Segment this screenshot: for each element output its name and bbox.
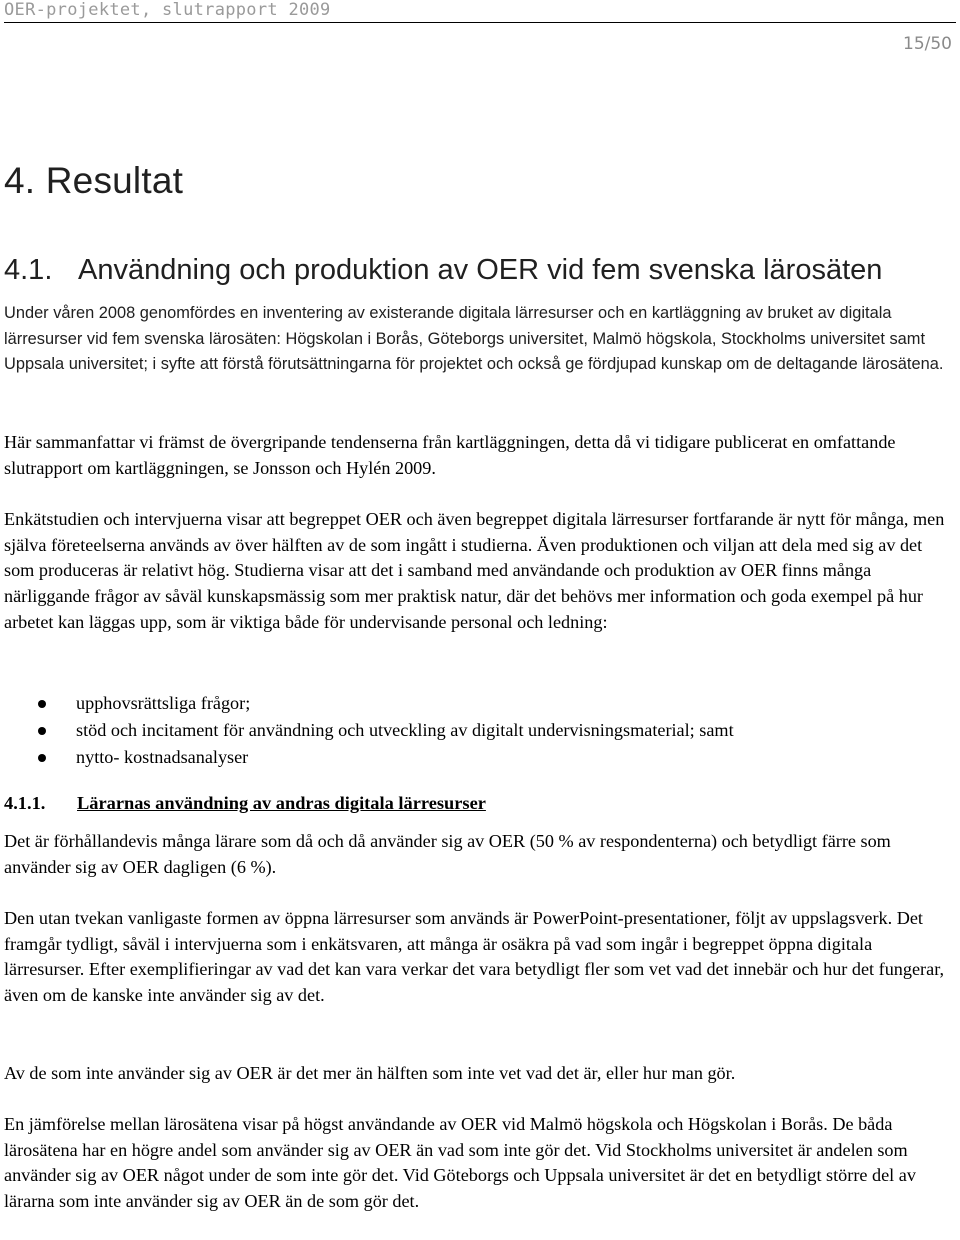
header-divider bbox=[4, 22, 956, 23]
subsubsection-heading bbox=[4, 793, 486, 814]
running-header-title: OER-projektet, slutrapport 2009 bbox=[4, 0, 331, 20]
section-title: Resultat bbox=[45, 160, 184, 201]
bullet-icon bbox=[38, 727, 46, 735]
resource-forms-paragraph: Den utan tvekan vanligaste formen av öppna lärresurser som används är PowerPoint-presentationer, följt av uppslagsverk. Det framgår tydligt, såväl i intervjuerna som i enkätsvaren, att många är osäkra på vad som ingår i begreppet öppna digitala lärresurser. Efter exemplifieringar av vad det kan vara verkar det vara betydligt fler som vet vad det innebär och hur det fungerar, även om de kanske inte använder sig av det. bbox=[4, 908, 945, 1006]
list-item-text: stöd och incitament för användning och utveckling av digitalt undervisningsmaterial; samt bbox=[76, 720, 734, 740]
findings-paragraph: Enkätstudien och intervjuerna visar att begreppet OER och även begreppet digitala lärresurser fortfarande är nytt för många, men själva företeelserna används av över hälften av de som ingått i studierna. Även produktionen och viljan att dela med sig av det som produceras är relativt hög. Studierna visar att det i samband med användande och produktion av OER finns många närliggande frågor av såväl kunskapsmässig som mer praktisk natur, där det behövs mer information och goda exempel på hur arbetet kan läggas upp, som är viktiga både för undervisande personal och ledning: bbox=[4, 509, 945, 632]
section-number: 4. bbox=[4, 160, 36, 201]
intro-paragraph: Under våren 2008 genomfördes en inventering av existerande digitala lärresurser och en kartläggning av bruket av digitala lärresurser vid fem svenska lärosäten: Högskolan i Borås, Göteborgs universitet, Malmö högskola, Stockholms universitet samt Uppsala universitet; i syfte att förstå förutsättningarna för projektet och också ge fördjupad kunskap om de deltagande lärosätena. bbox=[4, 304, 944, 373]
subsubsection-title: Lärarnas användning av andras digitala lärresurser bbox=[77, 793, 486, 813]
institution-comparison-paragraph: En jämförelse mellan lärosätena visar på högst användande av OER vid Malmö högskola och Högskolan i Borås. De båda lärosätena har en högre andel som använder sig av OER än vad som inte gör det. Vid Stockholms universitet är andelen som använder sig av OER något under de som inte gör det. Vid Göteborgs och Uppsala universitet är det en betydligt större del av lärarna som inte använder sig av OER än de som gör det. bbox=[4, 1114, 916, 1212]
page-number: 15/50 bbox=[903, 34, 952, 54]
bullet-icon bbox=[38, 754, 46, 762]
list-item-text: upphovsrättsliga frågor; bbox=[76, 693, 251, 713]
subsection-heading bbox=[4, 254, 882, 287]
subsection-title: Användning och produktion av OER vid fem svenska lärosäten bbox=[78, 254, 883, 286]
bullet-icon bbox=[38, 700, 46, 708]
subsection-number: 4.1. bbox=[4, 254, 53, 286]
non-users-paragraph: Av de som inte använder sig av OER är det mer än hälften som inte vet vad det är, eller hur man gör. bbox=[4, 1063, 736, 1083]
list-item-text: nytto- kostnadsanalyser bbox=[76, 747, 249, 767]
summary-paragraph: Här sammanfattar vi främst de övergripande tendenserna från kartläggningen, detta då vi tidigare publicerat en omfattande slutrapport om kartläggningen, se Jonsson och Hylén 2009. bbox=[4, 432, 896, 478]
section-heading bbox=[4, 160, 183, 202]
subsubsection-number: 4.1.1. bbox=[4, 793, 46, 813]
usage-share-paragraph: Det är förhållandevis många lärare som då och då använder sig av OER (50 % av respondenterna) och betydligt färre som använder sig av OER dagligen (6 %). bbox=[4, 831, 891, 877]
